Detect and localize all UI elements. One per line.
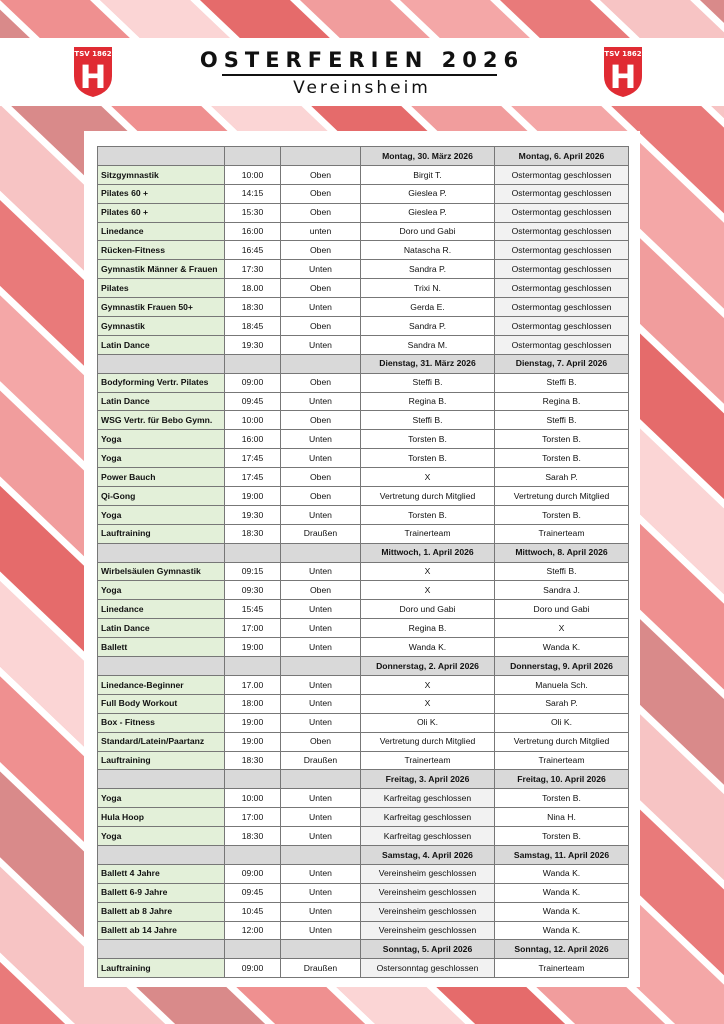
course-room: Oben [281,184,361,203]
course-time: 17:00 [225,808,281,827]
course-name: Ballett ab 8 Jahre [98,902,225,921]
day-header-row [98,354,629,373]
day-header-week1: Sonntag, 5. April 2026 [361,940,495,959]
table-row [98,411,629,430]
course-name: Linedance-Beginner [98,675,225,694]
course-room: Unten [281,694,361,713]
trainer-week2: Steffi B. [495,411,629,430]
day-header-empty [98,770,225,789]
trainer-week2: Nina H. [495,808,629,827]
day-header-empty [225,147,281,166]
trainer-week1: Trainerteam [361,751,495,770]
course-time: 19:00 [225,713,281,732]
course-time: 09:15 [225,562,281,581]
trainer-week2: Torsten B. [495,789,629,808]
course-room: Draußen [281,524,361,543]
trainer-week1: Torsten B. [361,505,495,524]
trainer-week1: Torsten B. [361,449,495,468]
logo-letter: H [79,58,107,96]
table-row [98,203,629,222]
table-row [98,487,629,506]
course-room: Unten [281,638,361,657]
table-row [98,959,629,978]
trainer-week1: Regina B. [361,619,495,638]
course-time: 16:45 [225,241,281,260]
trainer-week2: Sarah P. [495,468,629,487]
course-time: 18:30 [225,524,281,543]
course-name: Lauftraining [98,751,225,770]
day-header-empty [225,657,281,676]
course-time: 19:00 [225,638,281,657]
trainer-week2: Wanda K. [495,638,629,657]
table-row [98,279,629,298]
day-header-week1: Mittwoch, 1. April 2026 [361,543,495,562]
day-header-week1: Samstag, 4. April 2026 [361,845,495,864]
day-header-empty [281,657,361,676]
day-header-empty [225,940,281,959]
course-name: Wirbelsäulen Gymnastik [98,562,225,581]
course-name: Lauftraining [98,959,225,978]
course-time: 15:30 [225,203,281,222]
course-name: Pilates [98,279,225,298]
day-header-empty [98,940,225,959]
trainer-week2: Ostermontag geschlossen [495,241,629,260]
trainer-week2: Torsten B. [495,449,629,468]
course-name: Ballett ab 14 Jahre [98,921,225,940]
trainer-week2: Torsten B. [495,430,629,449]
day-header-week2: Montag, 6. April 2026 [495,147,629,166]
trainer-week2: X [495,619,629,638]
course-name: Sitzgymnastik [98,165,225,184]
course-room: Unten [281,392,361,411]
course-time: 18:00 [225,694,281,713]
course-room: Unten [281,260,361,279]
table-row [98,260,629,279]
course-name: Box - Fitness [98,713,225,732]
trainer-week2: Torsten B. [495,505,629,524]
trainer-week1: Vereinsheim geschlossen [361,902,495,921]
course-time: 16:00 [225,222,281,241]
trainer-week2: Ostermontag geschlossen [495,317,629,336]
day-header-empty [281,770,361,789]
course-name: Yoga [98,505,225,524]
table-row [98,864,629,883]
course-time: 18:30 [225,298,281,317]
course-room: Oben [281,468,361,487]
day-header-row [98,147,629,166]
trainer-week1: Wanda K. [361,638,495,657]
course-room: Unten [281,827,361,846]
course-name: Yoga [98,827,225,846]
course-name: Latin Dance [98,335,225,354]
trainer-week1: Oli K. [361,713,495,732]
trainer-week1: Karfreitag geschlossen [361,808,495,827]
day-header-row [98,845,629,864]
course-time: 09:45 [225,883,281,902]
course-room: Unten [281,619,361,638]
day-header-week2: Sonntag, 12. April 2026 [495,940,629,959]
trainer-week2: Wanda K. [495,921,629,940]
trainer-week2: Oli K. [495,713,629,732]
course-room: Unten [281,335,361,354]
course-room: Draußen [281,959,361,978]
trainer-week2: Ostermontag geschlossen [495,222,629,241]
table-row [98,524,629,543]
day-header-empty [225,770,281,789]
course-name: Lauftraining [98,524,225,543]
course-room: Unten [281,298,361,317]
course-name: Gymnastik Männer & Frauen [98,260,225,279]
trainer-week1: Natascha R. [361,241,495,260]
trainer-week1: X [361,581,495,600]
table-row [98,694,629,713]
course-name: Yoga [98,789,225,808]
table-row [98,619,629,638]
course-room: Unten [281,713,361,732]
course-time: 17.00 [225,675,281,694]
course-time: 17:45 [225,468,281,487]
day-header-week2: Samstag, 11. April 2026 [495,845,629,864]
trainer-week1: Sandra M. [361,335,495,354]
table-row [98,298,629,317]
table-row [98,184,629,203]
course-room: Oben [281,487,361,506]
trainer-week2: Doro und Gabi [495,600,629,619]
day-header-empty [281,940,361,959]
course-name: Ballett [98,638,225,657]
table-row [98,222,629,241]
course-room: Oben [281,732,361,751]
trainer-week2: Sandra J. [495,581,629,600]
course-time: 17:45 [225,449,281,468]
course-room: Unten [281,883,361,902]
trainer-week2: Ostermontag geschlossen [495,335,629,354]
table-row [98,468,629,487]
course-name: Hula Hoop [98,808,225,827]
trainer-week1: Doro und Gabi [361,222,495,241]
course-room: Unten [281,675,361,694]
course-room: Draußen [281,751,361,770]
course-time: 14:15 [225,184,281,203]
table-row [98,751,629,770]
course-name: Yoga [98,581,225,600]
trainer-week2: Ostermontag geschlossen [495,165,629,184]
trainer-week2: Ostermontag geschlossen [495,260,629,279]
day-header-empty [98,147,225,166]
table-row [98,392,629,411]
trainer-week2: Steffi B. [495,373,629,392]
trainer-week1: Steffi B. [361,373,495,392]
trainer-week1: Gieslea P. [361,203,495,222]
trainer-week2: Wanda K. [495,902,629,921]
logo-text: TSV 1862 [604,50,642,58]
course-room: Oben [281,411,361,430]
course-time: 09:00 [225,959,281,978]
day-header-empty [281,147,361,166]
course-name: Pilates 60 + [98,203,225,222]
trainer-week2: Ostermontag geschlossen [495,298,629,317]
course-name: Gymnastik [98,317,225,336]
course-room: Unten [281,921,361,940]
course-time: 10:00 [225,789,281,808]
day-header-empty [281,354,361,373]
course-time: 18:30 [225,827,281,846]
trainer-week1: Vertretung durch Mitglied [361,732,495,751]
day-header-week1: Dienstag, 31. März 2026 [361,354,495,373]
course-room: Unten [281,789,361,808]
logo-letter: H [609,58,637,96]
day-header-empty [225,543,281,562]
course-name: Latin Dance [98,619,225,638]
course-name: Ballett 6-9 Jahre [98,883,225,902]
trainer-week1: Karfreitag geschlossen [361,789,495,808]
trainer-week1: Vertretung durch Mitglied [361,487,495,506]
trainer-week1: Vereinsheim geschlossen [361,921,495,940]
course-time: 10:45 [225,902,281,921]
course-name: Power Bauch [98,468,225,487]
course-time: 19:30 [225,505,281,524]
day-header-row [98,657,629,676]
trainer-week1: Regina B. [361,392,495,411]
table-row [98,562,629,581]
course-room: Unten [281,562,361,581]
table-row [98,902,629,921]
trainer-week1: Karfreitag geschlossen [361,827,495,846]
course-time: 19:30 [225,335,281,354]
trainer-week1: Trainerteam [361,524,495,543]
table-row [98,581,629,600]
schedule-table [97,146,629,978]
course-room: Unten [281,449,361,468]
course-name: Yoga [98,430,225,449]
trainer-week1: Trixi N. [361,279,495,298]
day-header-empty [225,354,281,373]
day-header-week2: Freitag, 10. April 2026 [495,770,629,789]
trainer-week1: X [361,468,495,487]
course-time: 09:00 [225,373,281,392]
trainer-week2: Sarah P. [495,694,629,713]
table-row [98,449,629,468]
table-row [98,883,629,902]
table-row [98,165,629,184]
trainer-week2: Regina B. [495,392,629,411]
course-time: 09:30 [225,581,281,600]
day-header-empty [98,845,225,864]
day-header-empty [281,543,361,562]
trainer-week1: Sandra P. [361,260,495,279]
course-time: 18:30 [225,751,281,770]
trainer-week1: Doro und Gabi [361,600,495,619]
course-name: WSG Vertr. für Bebo Gymn. [98,411,225,430]
table-row [98,732,629,751]
table-row [98,317,629,336]
day-header-row [98,543,629,562]
table-row [98,921,629,940]
course-room: Oben [281,373,361,392]
day-header-week2: Dienstag, 7. April 2026 [495,354,629,373]
page-title: OSTERFERIEN 2026 [199,48,525,72]
course-room: Oben [281,165,361,184]
course-name: Linedance [98,222,225,241]
course-room: Unten [281,864,361,883]
table-row [98,675,629,694]
day-header-week2: Mittwoch, 8. April 2026 [495,543,629,562]
course-name: Standard/Latein/Paartanz [98,732,225,751]
trainer-week2: Wanda K. [495,864,629,883]
course-time: 19:00 [225,487,281,506]
trainer-week2: Trainerteam [495,524,629,543]
day-header-empty [98,354,225,373]
table-row [98,600,629,619]
table-row [98,335,629,354]
course-name: Gymnastik Frauen 50+ [98,298,225,317]
course-time: 10:00 [225,411,281,430]
trainer-week2: Steffi B. [495,562,629,581]
trainer-week2: Ostermontag geschlossen [495,203,629,222]
course-name: Qi-Gong [98,487,225,506]
trainer-week2: Trainerteam [495,751,629,770]
day-header-empty [98,657,225,676]
day-header-empty [225,845,281,864]
course-time: 17:30 [225,260,281,279]
trainer-week1: Vereinsheim geschlossen [361,883,495,902]
trainer-week1: Gerda E. [361,298,495,317]
course-room: Unten [281,430,361,449]
table-row [98,827,629,846]
trainer-week1: Gieslea P. [361,184,495,203]
course-name: Rücken-Fitness [98,241,225,260]
trainer-week2: Torsten B. [495,827,629,846]
day-header-week2: Donnerstag, 9. April 2026 [495,657,629,676]
day-header-row [98,770,629,789]
course-room: Oben [281,203,361,222]
course-time: 17:00 [225,619,281,638]
trainer-week1: X [361,675,495,694]
course-room: Oben [281,241,361,260]
title-underline [222,74,497,76]
table-row [98,430,629,449]
day-header-week1: Donnerstag, 2. April 2026 [361,657,495,676]
course-time: 10:00 [225,165,281,184]
course-time: 15:45 [225,600,281,619]
table-row [98,638,629,657]
course-room: unten [281,222,361,241]
trainer-week1: Torsten B. [361,430,495,449]
course-room: Oben [281,279,361,298]
trainer-week1: Ostersonntag geschlossen [361,959,495,978]
trainer-week2: Manuela Sch. [495,675,629,694]
trainer-week2: Vertretung durch Mitglied [495,732,629,751]
trainer-week1: X [361,562,495,581]
course-time: 18:45 [225,317,281,336]
trainer-week2: Vertretung durch Mitglied [495,487,629,506]
course-time: 12:00 [225,921,281,940]
course-time: 16:00 [225,430,281,449]
table-row [98,808,629,827]
course-name: Bodyforming Vertr. Pilates [98,373,225,392]
course-name: Pilates 60 + [98,184,225,203]
course-time: 18.00 [225,279,281,298]
course-name: Yoga [98,449,225,468]
course-name: Linedance [98,600,225,619]
table-row [98,241,629,260]
course-time: 19:00 [225,732,281,751]
trainer-week2: Ostermontag geschlossen [495,184,629,203]
course-time: 09:45 [225,392,281,411]
course-room: Oben [281,581,361,600]
trainer-week1: X [361,694,495,713]
table-row [98,373,629,392]
logo-text: TSV 1862 [74,50,112,58]
course-name: Ballett 4 Jahre [98,864,225,883]
trainer-week1: Steffi B. [361,411,495,430]
course-time: 09:00 [225,864,281,883]
day-header-week1: Montag, 30. März 2026 [361,147,495,166]
day-header-empty [281,845,361,864]
course-room: Unten [281,902,361,921]
course-name: Full Body Workout [98,694,225,713]
trainer-week2: Wanda K. [495,883,629,902]
course-room: Oben [281,317,361,336]
day-header-row [98,940,629,959]
trainer-week2: Ostermontag geschlossen [495,279,629,298]
course-name: Latin Dance [98,392,225,411]
course-room: Unten [281,505,361,524]
page-subtitle: Vereinsheim [293,78,431,98]
day-header-empty [98,543,225,562]
course-room: Unten [281,808,361,827]
course-room: Unten [281,600,361,619]
day-header-week1: Freitag, 3. April 2026 [361,770,495,789]
table-row [98,789,629,808]
trainer-week1: Birgit T. [361,165,495,184]
trainer-week2: Trainerteam [495,959,629,978]
trainer-week1: Vereinsheim geschlossen [361,864,495,883]
table-row [98,713,629,732]
trainer-week1: Sandra P. [361,317,495,336]
table-row [98,505,629,524]
